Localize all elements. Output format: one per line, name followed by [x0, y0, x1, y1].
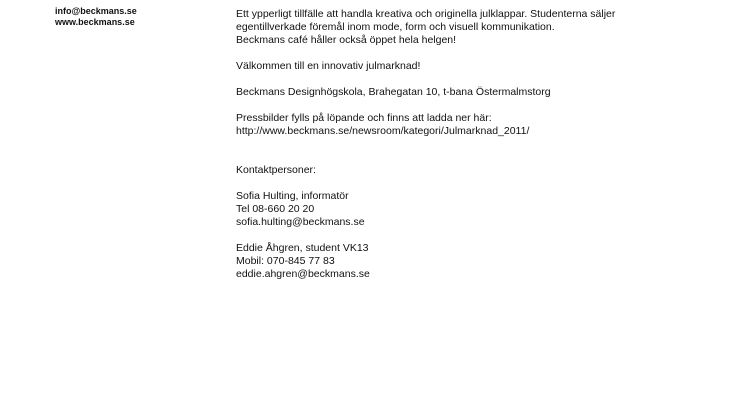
intro-line: egentillverkade föremål inom mode, form och visuell kommunikation.: [236, 21, 555, 33]
sidebar-website-link[interactable]: www.beckmans.se: [55, 17, 135, 27]
sidebar-email-link[interactable]: info@beckmans.se: [55, 6, 137, 16]
contact-email-link[interactable]: sofia.hulting@beckmans.se: [236, 216, 365, 228]
contacts-heading-line: Kontaktpersoner:: [236, 164, 316, 176]
contact-block: [236, 242, 736, 281]
contact-phone: Mobil: 070-845 77 83: [236, 255, 335, 267]
contact-name: Eddie Åhgren, student VK13: [236, 242, 369, 254]
address-line: Beckmans Designhögskola, Brahegatan 10, t-bana Östermalmstorg: [236, 86, 551, 98]
intro-line: Ett ypperligt tillfälle att handla kreativa och originella julklappar. Studenterna säljer: [236, 8, 616, 20]
intro-paragraph: [236, 8, 736, 47]
press-release-body: [236, 8, 736, 281]
contact-block: [236, 190, 736, 229]
welcome-text: [236, 60, 736, 73]
press-paragraph: [236, 112, 736, 138]
welcome-line: Välkommen till en innovativ julmarknad!: [236, 60, 421, 72]
contacts-heading: [236, 164, 736, 177]
contact-name: Sofia Hulting, informatör: [236, 190, 349, 202]
contact-phone: Tel 08-660 20 20: [236, 203, 315, 215]
address-text: [236, 86, 736, 99]
press-line: Pressbilder fylls på löpande och finns att ladda ner här:: [236, 112, 492, 124]
intro-line: Beckmans café håller också öppet hela helgen!: [236, 34, 457, 46]
contact-email-link[interactable]: eddie.ahgren@beckmans.se: [236, 268, 370, 280]
press-url-link[interactable]: http://www.beckmans.se/newsroom/kategori/Julmarknad_2011/: [236, 125, 530, 137]
sidebar-contact-info: [55, 6, 195, 28]
